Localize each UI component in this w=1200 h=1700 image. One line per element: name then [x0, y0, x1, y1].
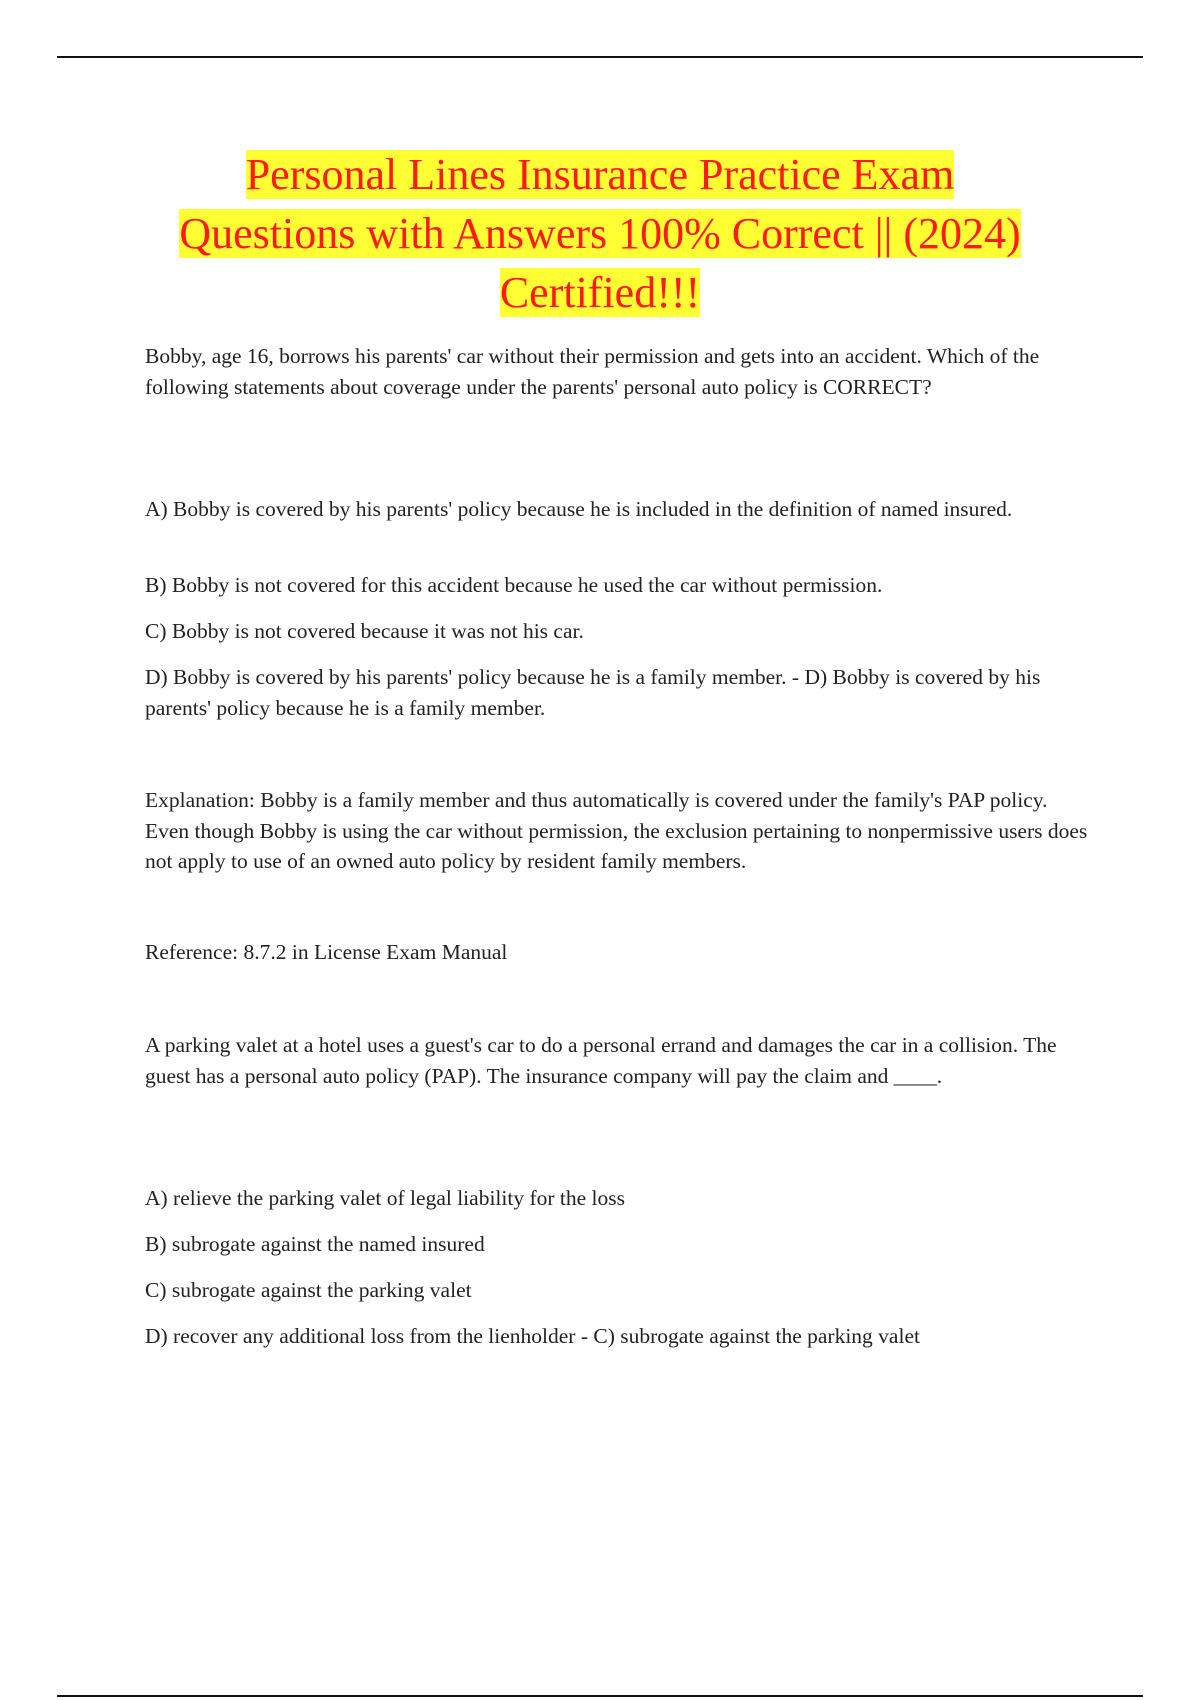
- option-text: D) Bobby is covered by his parents' policy because he is a family member. - D) Bobby is covered by his parents' policy because he is a family member.: [145, 665, 1041, 720]
- option-text: C) subrogate against the parking valet: [145, 1278, 472, 1302]
- option-text: D) recover any additional loss from the lienholder - C) subrogate against the parking valet: [145, 1324, 920, 1348]
- question-1-stem-text: Bobby, age 16, borrows his parents' car without their permission and gets into an accident. Which of the following statements about coverage under the parents' personal auto policy is CORRECT?: [145, 344, 1040, 399]
- question-2-option-b: [145, 1229, 1095, 1260]
- title-line-2: Questions with Answers 100% Correct || (2024): [179, 209, 1021, 258]
- question-2-option-a: [145, 1183, 1095, 1214]
- option-text: A) relieve the parking valet of legal liability for the loss: [145, 1186, 626, 1210]
- title-line-3: Certified!!!: [499, 268, 701, 317]
- option-text: A) Bobby is covered by his parents' policy because he is included in the definition of named insured.: [145, 497, 1013, 521]
- question-2-stem-text: A parking valet at a hotel uses a guest's car to do a personal errand and damages the car in a collision. The guest has a personal auto policy (PAP). The insurance company will pay the claim and ____.: [145, 1033, 1057, 1088]
- question-1-explanation: [145, 785, 1095, 877]
- question-1-stem: [145, 341, 1095, 402]
- reference-text: Reference: 8.7.2 in License Exam Manual: [145, 940, 508, 964]
- document-title: [100, 145, 1100, 322]
- bottom-rule: [57, 1695, 1143, 1697]
- question-2-option-d: [145, 1321, 1095, 1352]
- question-2-option-c: [145, 1275, 1095, 1306]
- question-2-stem: [145, 1030, 1095, 1091]
- title-line-1: Personal Lines Insurance Practice Exam: [245, 150, 955, 199]
- option-text: C) Bobby is not covered because it was not his car.: [145, 619, 584, 643]
- question-1-option-b: [145, 570, 1095, 601]
- top-rule: [57, 56, 1143, 58]
- question-1-option-d: [145, 662, 1095, 723]
- question-1-option-a: [145, 494, 1095, 525]
- explanation-text: Explanation: Bobby is a family member and thus automatically is covered under the family's PAP policy. Even though Bobby is using the car without permission, the exclusion pertaining to nonpermissive users does not apply to use of an owned auto policy by resident family members.: [145, 788, 1088, 873]
- question-1-reference: [145, 937, 1095, 968]
- option-text: B) subrogate against the named insured: [145, 1232, 485, 1256]
- option-text: B) Bobby is not covered for this accident because he used the car without permission.: [145, 573, 883, 597]
- question-1-option-c: [145, 616, 1095, 647]
